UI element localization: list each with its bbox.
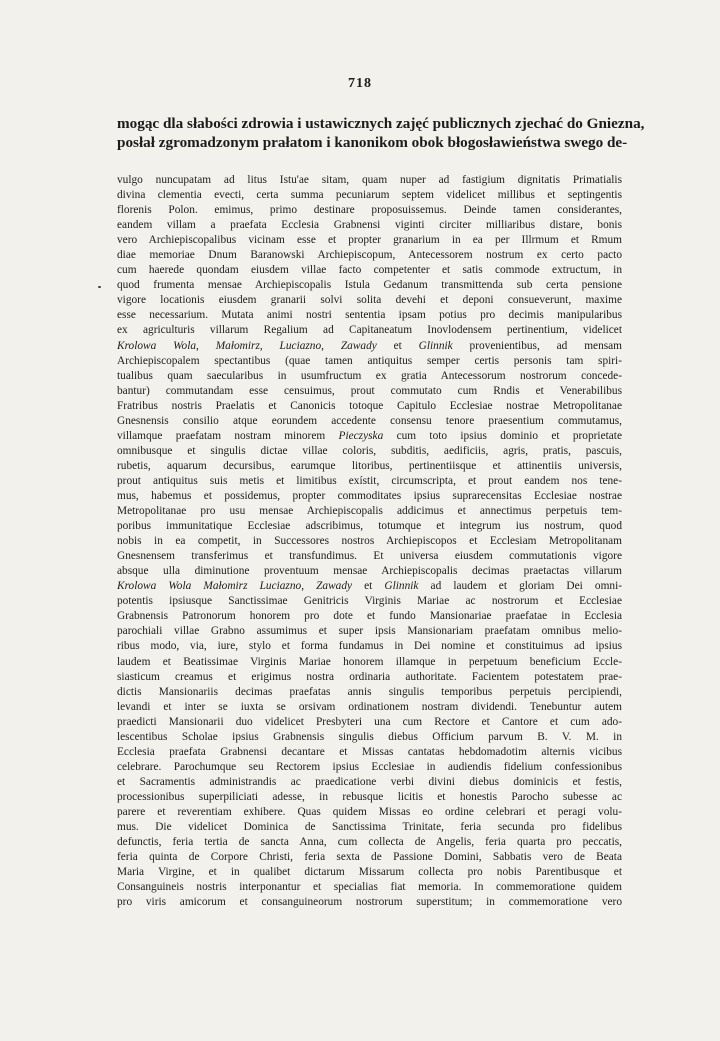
intro-line: mogąc dla słabości zdrowia i ustawicznych zajęć publicznych zjechać do Gniezna,	[117, 115, 645, 132]
body-line: bantur) commutandam esse censuimus, prout commutato cum Rndis et Venerabilibus	[117, 384, 622, 397]
body-line: divina clementia evecti, certa summa pecuniarum septem videlicet millibus et septingentis	[117, 189, 622, 202]
page-number: 718	[348, 76, 372, 91]
body-line: feria quinta de Corpore Christi, feria sexta de Passione Domini, Sabbatis vero de Beata	[117, 851, 622, 864]
body-line: Gnesnensis consilio atque eorundem accedente consensu tenore praesentium commutamus,	[117, 414, 622, 427]
body-line: vero Archiepiscopalibus vicinam esse et propter granarium in ea per Illrmum et Rmum	[117, 234, 622, 247]
latin-body-text	[117, 173, 622, 910]
body-line: esse necessarium. Mutata animi nostri sententia ipsam potius pro decimis manipularibus	[117, 309, 622, 322]
body-line: mus. Die videlicet Dominica de Sanctissima Trinitate, feria secunda pro fidelibus	[117, 821, 622, 834]
body-line: Consanguineis nostris interponantur et specialias fiat memoria. In commemoratione quidem	[117, 881, 622, 894]
body-line: Krolowa Wola Małomirz Luciazno, Zawady et Glinnik ad laudem et gloriam Dei omni-	[117, 580, 622, 593]
intro-paragraph	[117, 114, 645, 152]
body-line: Metropolitanae pro usu mensae Archiepiscopalis addicimus et annectimus perpetuis tem-	[117, 505, 622, 518]
body-line: Maria Virgine, et in qualibet dictarum Missarum collecta pro nobis Parentibusque et	[117, 866, 622, 879]
body-line: dictis Mansionariis decimas praefatas annis singulis temporibus perpetuis percipiendi,	[117, 685, 622, 698]
body-line: vigore locationis eiusdem granarii solvi solita devehi et deponi consueverunt, maxime	[117, 294, 622, 307]
body-line: omnibusque et singulis dictae villae coloris, subditis, aedificiis, agris, pratis, pascuis,	[117, 444, 622, 457]
body-line: mus, habemus et possidemus, propter commoditates ipsius suprarecensitas Ecclesiae nostrae	[117, 489, 622, 502]
body-line: ribus modo, via, iure, stylo et forma fundamus in Dei nomine et constituimus ad ipsius	[117, 640, 622, 653]
body-line: Ecclesia praefata Grabnensi decantare et Missas cantatas hebdomadotim alternis vicibus	[117, 745, 622, 758]
body-line: nobis in ea competit, in Successores nostros Archiepiscopos et Ecclesiam Metropolitanam	[117, 535, 622, 548]
body-line: prout antiquitus suis metis et limitibus exístit, circumscripta, et prout eandem nos tene-	[117, 474, 622, 487]
body-line: Grabnensis Patronorum honorem pro dote et fundo Mansionariae praefatae in Ecclesia	[117, 610, 622, 623]
body-line: potentis ipsiusque Sanctissimae Genitricis Virginis Mariae ac nostrorum et Ecclesiae	[117, 595, 622, 608]
body-line: parere et reverentiam exhibere. Quas quidem Missas eo ordine celebrari et peragi volu-	[117, 805, 622, 818]
body-line: laudem et Beatissimae Virginis Mariae honorem illamque in perpetuum beneficium Eccle-	[117, 655, 622, 668]
body-line: Gnesnensem transferimus et transfundimus. Et universa eiusdem commutationis vigore	[117, 550, 622, 563]
body-line: celebrare. Parochumque seu Rectorem ipsius Ecclesiae in audiendis fidelium confessionibus	[117, 760, 622, 773]
body-line: Krolowa Wola, Małomirz, Luciazno, Zawady et Glinnik provenientibus, ad mensam	[117, 339, 622, 352]
body-line: eandem villam a praefata Ecclesia Grabnensi viginti circiter milliaribus distare, bonis	[117, 219, 622, 232]
intro-line: posłał zgromadzonym prałatom i kanonikom obok błogosławieństwa swego de-	[117, 134, 628, 151]
body-line: levandi et inter se iuxta se orsivam ordinationem nostram dividendi. Tenebuntur autem	[117, 700, 622, 713]
body-line: pro viris amicorum et consanguineorum nostrorum superstitum; in commemoratione vero	[117, 896, 622, 909]
body-line: lescentibus Scholae ipsius Grabnensis singulis diebus Officium parvum B. V. M. in	[117, 730, 622, 743]
body-line: Archiepiscopalem spectantibus (quae tamen antiquitus semper certis personis tam spiri-	[117, 354, 622, 367]
body-line: vulgo nuncupatam ad litus Istu'ae sitam, quam nuper ad fastigium dignitatis Primatialis	[117, 174, 622, 186]
margin-speck	[98, 286, 101, 288]
body-line: poribus immunitatique Ecclesiae adscribimus, totumque et integrum ius nostrum, quod	[117, 520, 622, 533]
body-line: rubetis, aquarum decursibus, earumque litoribus, pertinentiisque et attinentiis universis,	[117, 459, 622, 472]
body-line: florenis Polon. emimus, primo destinare proposuissemus. Deinde tamen considerantes,	[117, 204, 622, 217]
body-line: villamque praefatam nostram minorem Pieczyska cum toto ipsius dominio et proprietate	[117, 429, 622, 442]
body-line: quod frumenta mensae Archiepiscopalis Istula Gedanum transmittenda sub certa pensione	[117, 279, 622, 292]
body-line: defunctis, feria tertia de sancta Anna, cum collecta de Angelis, feria quarta pro peccatis,	[117, 836, 622, 849]
body-line: ex agriculturis villarum Regalium ad Capitaneatum Inovlodensem pertinentium, videlicet	[117, 324, 622, 337]
body-line: tualibus quam saecularibus in usumfructum ex gratia Antecessorum nostrorum concede-	[117, 369, 622, 382]
body-line: cum haerede quondam eiusdem villae facto competenter et satis commode extructum, in	[117, 264, 622, 277]
body-line: Fratribus nostris Praelatis et Canonicis totoque Capitulo Ecclesiae nostrae Metropolitanae	[117, 399, 622, 412]
body-line: diae memoriae Dnum Baranowski Archiepiscopum, Antecessorem nostrum ex certo pacto	[117, 249, 622, 262]
body-line: absque ulla diminutione proventuum mensae Archiepiscopalis decimas praetactas villarum	[117, 565, 622, 578]
body-line: siasticum creamus et erigimus nostra ordinaria authoritate. Facientem potestatem prae-	[117, 670, 622, 683]
body-line: praedicti Mansionarii duo videlicet Presbyteri una cum Rectore et Cantore et cum ado-	[117, 715, 622, 728]
body-line: processionibus superpiliciati adesse, in rebusque licitis et honestis Parocho subesse ac	[117, 790, 622, 803]
body-line: parochiali villae Grabno assumimus et super ipsis Mansionariam praefatam omnibus melio-	[117, 625, 622, 638]
body-line: et Sacramentis administrandis ac praedicatione verbi divini diebus dominicis et festis,	[117, 775, 622, 788]
